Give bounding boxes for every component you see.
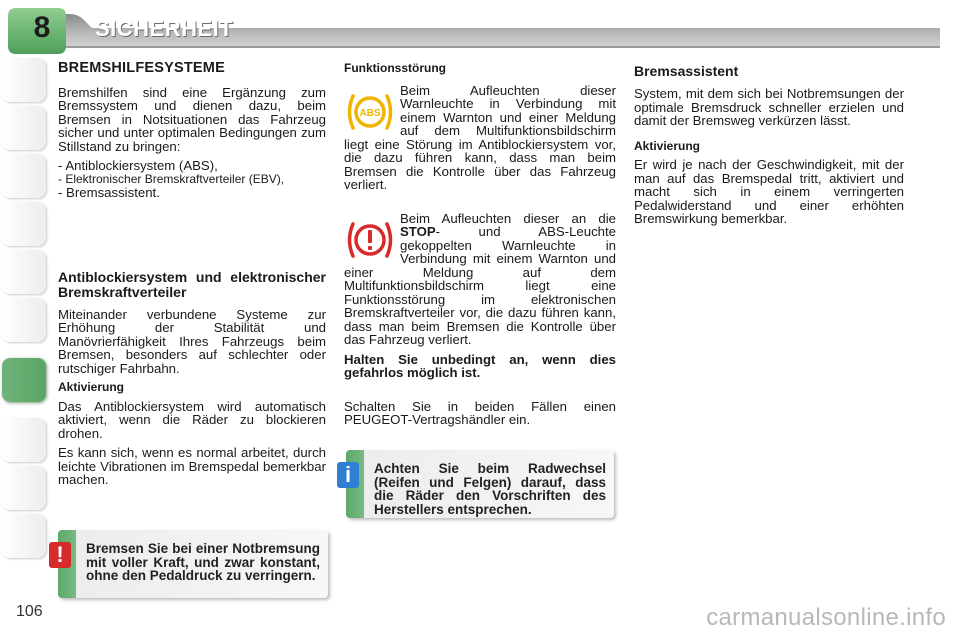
chapter-tab-10[interactable] <box>2 466 46 510</box>
chapter-tab-8-active[interactable] <box>2 358 46 402</box>
brake-warning-icon <box>344 218 396 262</box>
column-brake-systems <box>58 62 326 493</box>
ebv-text-after: - und ABS-Leuchte gekoppelten Warnleuchte in Verbindung mit einem Warnton und einer Meldung auf dem Multifunktionsbildschirm liegt eine Funktionsstörung im elektronischen Bremskraftverteiler vor, die dazu führen kann, dass man beim Bremsen die Kontrolle über das Fahrzeug verliert. <box>344 224 616 347</box>
info-icon: i <box>337 462 359 488</box>
list-item: - Antiblockiersystem (ABS), <box>58 158 218 173</box>
activation-paragraph: Das Antiblockiersystem wird automatisch aktiviert, wenn die Räder zu blockieren drohen. <box>58 398 326 441</box>
info-note <box>346 450 614 518</box>
brake-assist-activation-heading: Aktivierung <box>634 138 701 153</box>
stop-word: STOP <box>400 224 436 239</box>
brake-assist-activation-paragraph: Er wird je nach der Geschwindigkeit, mit der man auf das Bremspedal tritt, aktiviert und macht sich in einem verringerten Pedalwiderstand und einer erhöhten Bremswirkung bemerkbar. <box>634 157 904 226</box>
list-item: - Bremsassistent. <box>58 185 160 200</box>
abs-icon-label: ABS <box>359 107 381 119</box>
chapter-number: 8 <box>33 11 51 44</box>
subsection-paragraph: Miteinander verbundene Systeme zur Erhöhung der Stabilität und Manövrierfähigkeit Ihres Fahrzeugs beim Bremsen, besonders auf schlechter oder rutschiger Fahrbahn. <box>58 306 326 376</box>
stop-instruction: Halten Sie unbedingt an, wenn dies gefahrlos möglich ist. <box>344 351 616 380</box>
brake-assist-heading: Bremsassistent <box>634 63 739 79</box>
chapter-tab-5[interactable] <box>2 250 46 294</box>
chapter-tab-11[interactable] <box>2 514 46 558</box>
list-item: - Elektronischer Bremskraftverteiler (EBV), <box>58 171 285 186</box>
column-malfunction <box>344 62 616 433</box>
page-number: 106 <box>16 603 43 620</box>
dealer-paragraph: Schalten Sie in beiden Fällen einen PEUGEOT-Vertragshändler ein. <box>344 398 616 427</box>
chapter-tabs <box>0 58 50 578</box>
brake-assist-paragraph: System, mit dem sich bei Notbremsungen der optimale Bremsdruck schneller erzielen und damit der Bremsweg verkürzen lässt. <box>634 86 904 128</box>
chapter-tab-4[interactable] <box>2 202 46 246</box>
section-heading: BREMSHILFESYSTEME <box>58 60 225 76</box>
abs-warning-icon <box>344 90 396 134</box>
chapter-tab-3[interactable] <box>2 154 46 198</box>
malfunction-heading: Funktionsstörung <box>344 61 446 75</box>
system-list <box>58 159 326 200</box>
page-title: SICHERHEIT <box>95 16 234 41</box>
warning-note <box>58 530 328 598</box>
intro-paragraph: Bremshilfen sind eine Ergänzung zum Bremssystem und dienen dazu, beim Bremsen in Notsituationen das Fahrzeug sicher und unter optimalen Bedingungen zum Stillstand zu bringen: <box>58 84 326 154</box>
watermark: carmanualsonline.info <box>706 604 946 631</box>
warning-text: Bremsen Sie bei einer Notbremsung mit voller Kraft, und zwar konstant, ohne den Pedaldruck zu verringern. <box>86 541 320 583</box>
chapter-tab-1[interactable] <box>2 58 46 102</box>
column-brake-assist <box>634 62 904 232</box>
vibration-paragraph: Es kann sich, wenn es normal arbeitet, durch leichte Vibrationen im Bremspedal bemerkbar machen. <box>58 445 326 487</box>
chapter-header <box>0 0 960 56</box>
abs-malfunction-text: Beim Aufleuchten dieser Warnleuchte in Verbindung mit einem Warnton und einer Meldung auf dem Multifunktionsbildschirm liegt eine Störung im Antiblockiersystem vor, die dazu führen kann, dass man beim Bremsen die Kontrolle über das Fahrzeug verliert. <box>344 82 616 192</box>
chapter-tab-6[interactable] <box>2 298 46 342</box>
ebv-text-before: Beim Aufleuchten dieser an die <box>400 210 616 226</box>
warning-icon: ! <box>49 542 71 568</box>
info-text: Achten Sie beim Radwechsel (Reifen und Felgen) darauf, dass die Räder den Vorschriften des Herstellers entsprechen. <box>374 461 606 517</box>
ebv-paragraph <box>344 212 616 347</box>
chapter-tab-9[interactable] <box>2 418 46 462</box>
chapter-tab-2[interactable] <box>2 106 46 150</box>
activation-heading: Aktivierung <box>58 380 125 394</box>
subsection-heading: Antiblockiersystem und elektronischer Bremskraftverteiler <box>58 268 326 300</box>
abs-paragraph <box>344 84 616 192</box>
